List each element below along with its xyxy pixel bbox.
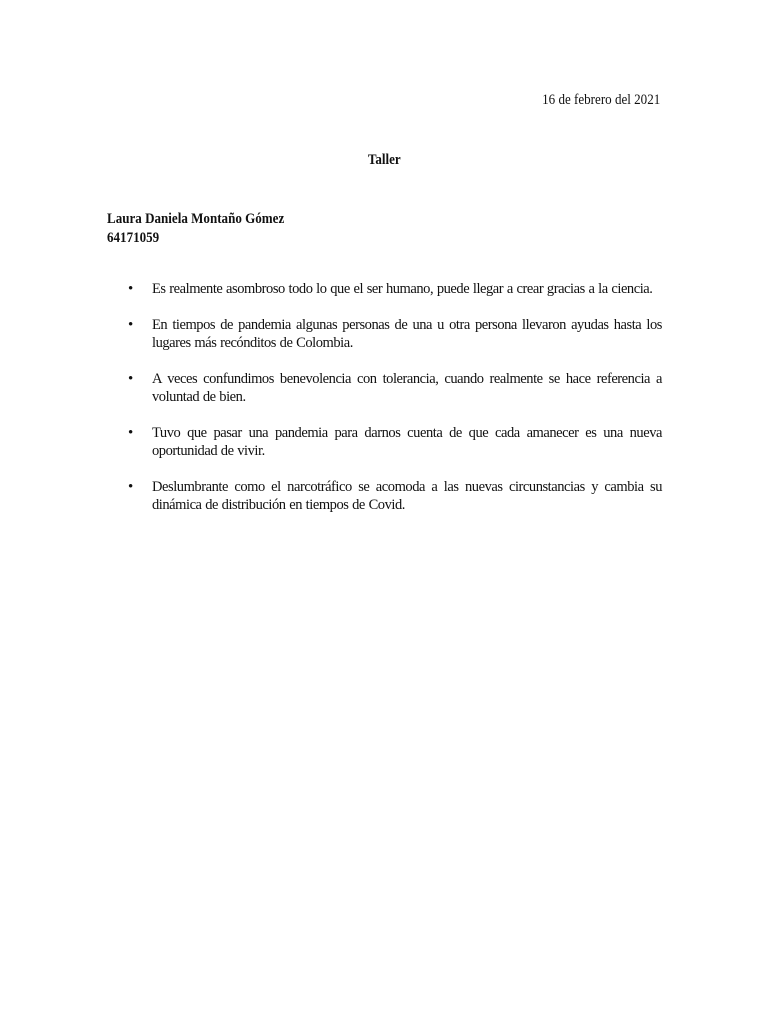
bullet-icon: • [128,370,134,387]
document-date: 16 de febrero del 2021 [541,92,660,108]
list-item [107,424,662,461]
bullet-text: A veces confundimos benevolencia con tolerancia, cuando realmente se hace referencia a voluntad de bien. [152,370,662,405]
bullet-list [107,280,662,532]
author-name: Laura Daniela Montaño Gómez [107,211,285,227]
list-item [107,478,662,515]
bullet-icon: • [128,424,134,441]
bullet-icon: • [128,281,134,297]
document-title [0,151,768,170]
author-id: 64171059 [107,230,160,246]
bullet-icon: • [128,316,134,333]
list-item [107,316,662,353]
list-item [107,280,662,299]
author-block [107,210,284,248]
list-item [107,370,662,407]
bullet-text: Es realmente asombroso todo lo que el ser humano, puede llegar a crear gracias a la ciencia. [152,281,653,297]
bullet-text: En tiempos de pandemia algunas personas de una u otra persona llevaron ayudas hasta los lugares más recónditos de Colombia. [152,316,662,351]
bullet-text: Deslumbrante como el narcotráfico se acomoda a las nuevas circunstancias y cambia su dinámica de distribución en tiempos de Covid. [152,478,662,513]
bullet-text: Tuvo que pasar una pandemia para darnos cuenta de que cada amanecer es una nueva oportunidad de vivir. [152,424,662,459]
bullet-icon: • [128,478,134,495]
document-title-text: Taller [367,152,401,168]
